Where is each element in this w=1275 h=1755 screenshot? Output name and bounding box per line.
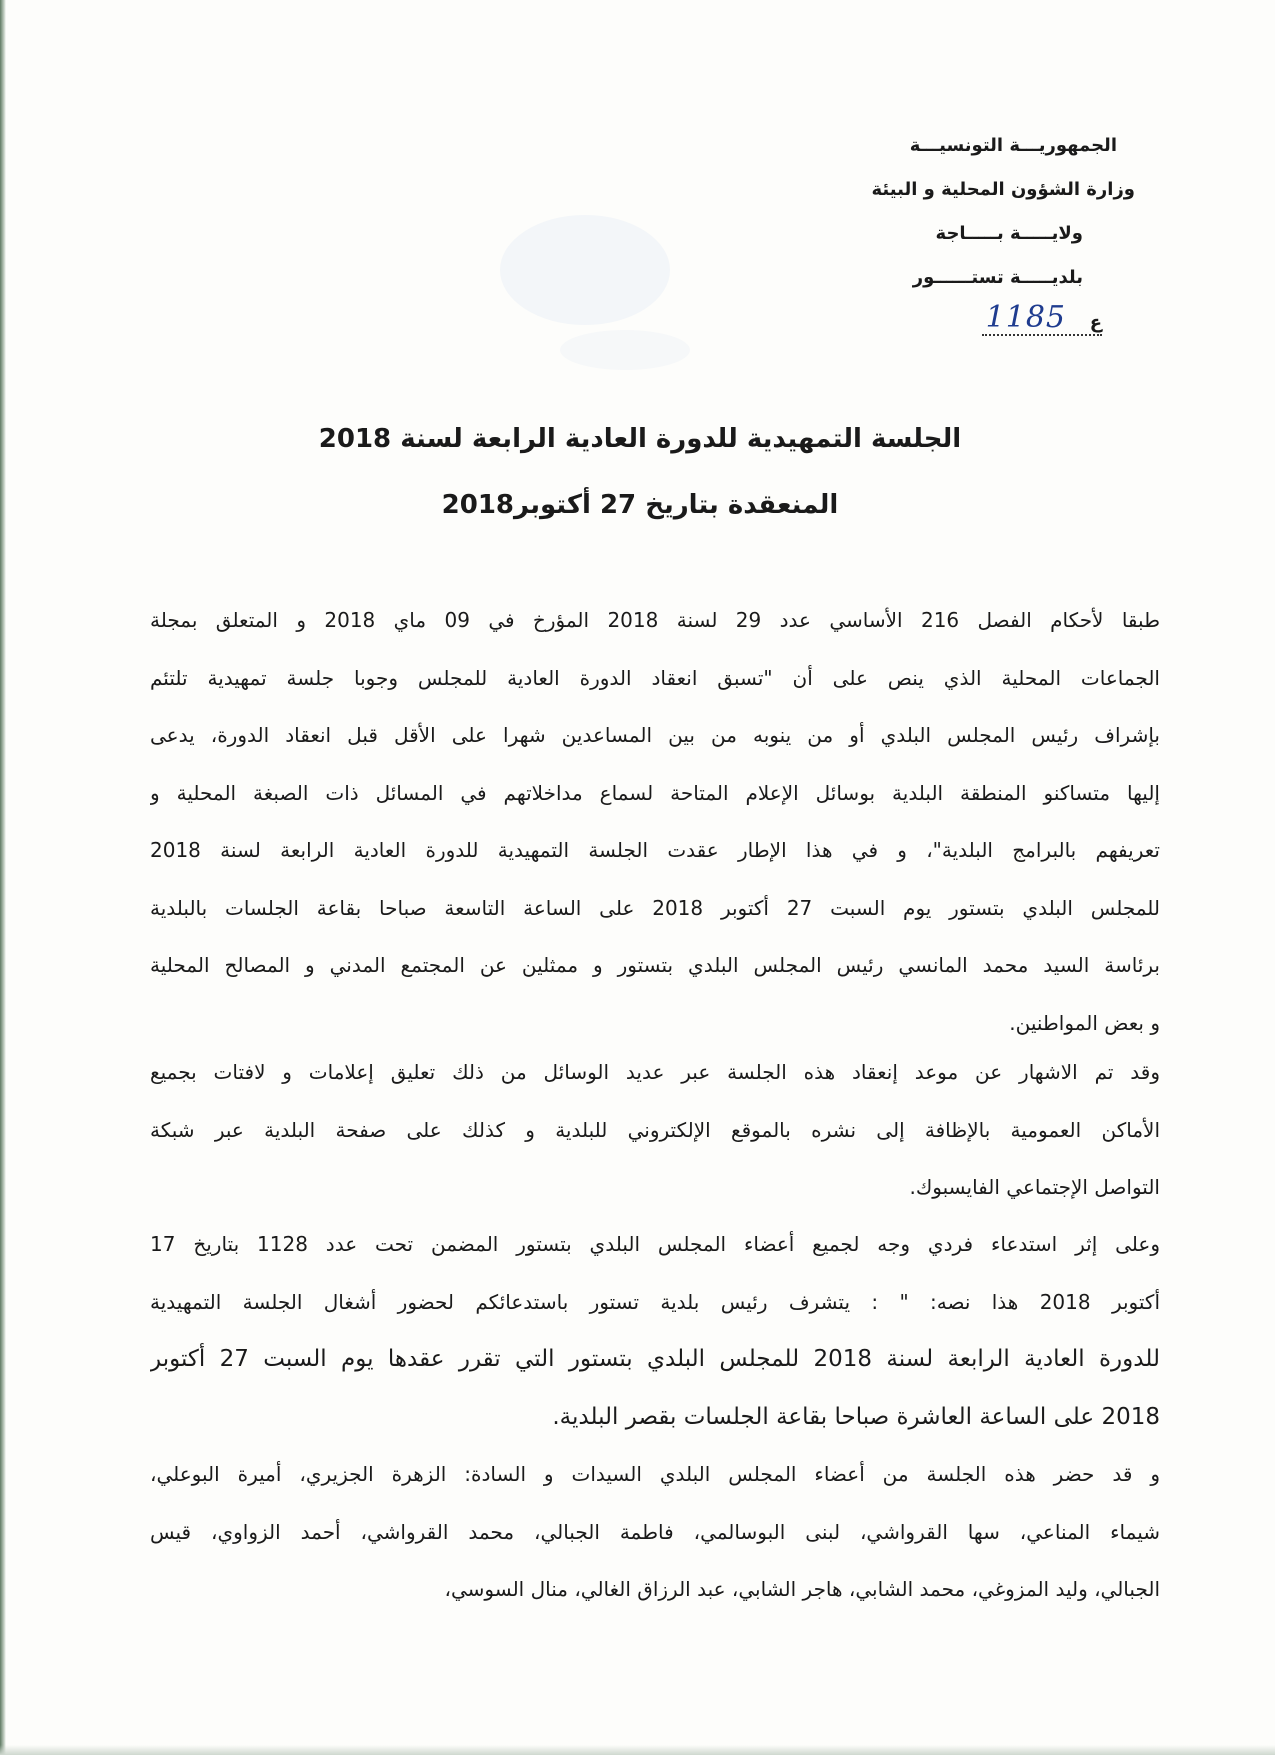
text-line: التواصل الإجتماعي الفايسبوك. (909, 1175, 1160, 1199)
text-line: وقد تم الاشهار عن موعد إنعقاد هذه الجلسة عبر عديد الوسائل من ذلك تعليق إعلامات و لافتات بجميع (150, 1060, 1160, 1084)
letterhead (775, 124, 1135, 300)
text-line: الجماعات المحلية الذي ينص على أن "تسبق انعقاد الدورة العادية للمجلس وجوبا جلسة تمهيدية تلتئم (150, 665, 1160, 690)
scan-left-edge (0, 0, 6, 1755)
paragraph-attendance (150, 1446, 1160, 1619)
faint-stamp-mark (560, 330, 690, 370)
text-line: برئاسة السيد محمد المانسي رئيس المجلس البلدي بتستور و ممثلين عن المجتمع المدني و المصالح المحلية (150, 953, 1160, 977)
text-line: أكتوبر 2018 هذا نصه: " : يتشرف رئيس بلدية تستور باستدعائكم لحضور أشغال الجلسة التمهيدية (150, 1289, 1160, 1314)
text-line: وعلى إثر استدعاء فردي وجه لجميع أعضاء المجلس البلدي بتستور المضمن تحت عدد 1128 بتاريخ 17 (150, 1232, 1160, 1256)
text-line: و بعض المواطنين. (1009, 1010, 1160, 1035)
reference-number (982, 300, 1112, 344)
text-line: بإشراف رئيس المجلس البلدي أو من ينوبه من بين المساعدين شهرا على الأقل قبل انعقاد الدورة، يدعى (150, 723, 1160, 747)
text-line: للمجلس البلدي بتستور يوم السبت 27 أكتوبر 2018 على الساعة التاسعة صباحا بقاعة الجلسات بالبلدية (150, 895, 1160, 920)
text-line: و قد حضر هذه الجلسة من أعضاء المجلس البلدي السيدات و السادة: الزهرة الجزيري، أميرة البوعلي، (150, 1462, 1160, 1486)
document-subtitle: المنعقدة بتاريخ 27 أكتوبر2018 (441, 490, 839, 520)
ministry-name: وزارة الشؤون المحلية و البيئة (871, 179, 1135, 200)
paragraph-invitation (150, 1216, 1160, 1446)
text-line: الأماكن العمومية بالإظافة إلى نشره بالموقع الإلكتروني للبلدية و كذلك على صفحة البلدية عبر شبكة (150, 1117, 1160, 1142)
text-line: طبقا لأحكام الفصل 216 الأساسي عدد 29 لسنة 2018 المؤرخ في 09 ماي 2018 و المتعلق بمجلة (150, 608, 1160, 632)
faint-stamp-mark (500, 215, 670, 325)
governorate-name: ولايـــــة بـــــاجة (935, 223, 1083, 244)
republic-name: الجمهوريـــة التونسيـــة (909, 135, 1117, 156)
paragraph-legal-basis (150, 592, 1160, 1052)
municipality-name: بلديـــــة تستــــــور (912, 267, 1083, 288)
text-line: تعريفهم بالبرامج البلدية"، و في هذا الإطار عقدت الجلسة التمهيدية للدورة العادية الرابعة لسنة 2018 (150, 838, 1160, 862)
text-line: 2018 على الساعة العاشرة صباحا بقاعة الجلسات بقصر البلدية. (552, 1403, 1160, 1430)
text-line: الجبالي، وليد المزوغي، محمد الشابي، هاجر الشابي، عبد الرزاق الغالي، منال السوسي، (444, 1577, 1160, 1601)
reference-label: ع (1089, 312, 1102, 333)
reference-handwritten-number: 1185 (985, 300, 1066, 335)
scan-bottom-edge (0, 1745, 1275, 1755)
text-line: للدورة العادية الرابعة لسنة 2018 للمجلس البلدي بتستور التي تقرر عقدها يوم السبت 27 أكتوبر (150, 1346, 1160, 1372)
text-line: إليها متساكنو المنطقة البلدية بوسائل الإعلام المتاحة لسماع مداخلاتهم في المسائل ذات الصبغة المحلية و (150, 780, 1160, 805)
document-title: الجلسة التمهيدية للدورة العادية الرابعة لسنة 2018 (318, 424, 962, 454)
text-line: شيماء المناعي، سها القرواشي، لبنى البوسالمي، فاطمة الجبالي، محمد القرواشي، أحمد الزواوي، قيس (150, 1519, 1160, 1544)
reference-dotted-line (982, 334, 1102, 336)
paragraph-publicity (150, 1044, 1160, 1217)
